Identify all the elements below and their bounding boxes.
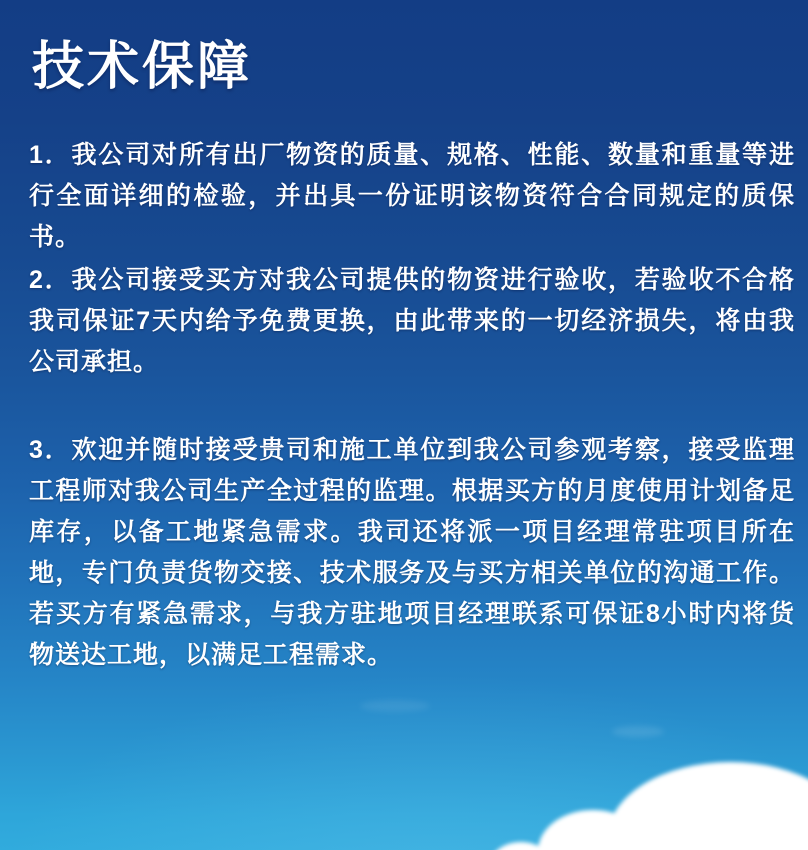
paragraph-acceptance-replacement: 2．我公司接受买方对我公司提供的物资进行验收，若验收不合格我司保证7天内给予免费更换，由此带来的一切经济损失，将由我公司承担。 [29, 266, 795, 376]
page-title: 技术保障 [32, 38, 253, 96]
paragraph-quality-inspection: 1．我公司对所有出厂物资的质量、规格、性能、数量和重量等进行全面详细的检验，并出具一份证明该物资符合合同规定的质保书。 [29, 141, 795, 251]
paragraph-site-support: 3．欢迎并随时接受贵司和施工单位到我公司参观考察，接受监理工程师对我公司生产全过程的监理。根据买方的月度使用计划备足库存，以备工地紧急需求。我司还将派一项目经理常驻项目所在地，专门负责货物交接、技术服务及与买方相关单位的沟通工作。若买方有紧急需求，与我方驻地项目经理联系可保证8小时内将货物送达工地，以满足工程需求。 [29, 436, 795, 669]
cloud-wisp [360, 700, 430, 712]
cloud-wisp [612, 726, 664, 737]
